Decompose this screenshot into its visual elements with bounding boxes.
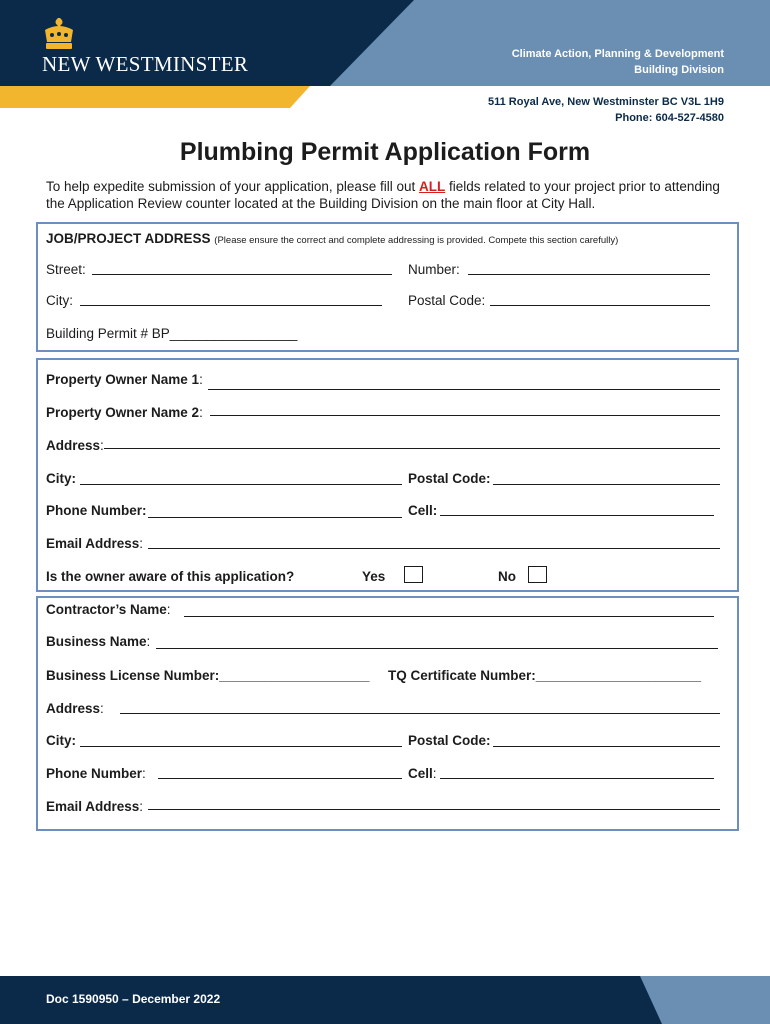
department-name: Climate Action, Planning & Development (511, 48, 724, 60)
yes-checkbox[interactable] (404, 566, 423, 583)
contractor-address-text: Address (46, 701, 101, 716)
owner-email-label: Email Address: (46, 536, 144, 551)
contact-info (488, 94, 724, 126)
office-address: 511 Royal Ave, New Westminster BC V3L 1H9 (488, 96, 724, 108)
project-city-label: City: (46, 293, 73, 308)
project-section-heading (46, 231, 618, 246)
project-address-section (36, 222, 739, 352)
contractor-postal-label: Postal Code: (408, 733, 491, 748)
owner-aware-question: Is the owner aware of this application? (46, 569, 295, 584)
project-heading-note: (Please ensure the correct and complete addressing is provided. Compete this section carefully) (214, 235, 619, 246)
building-permit-field[interactable]: Building Permit # BP_________________ (46, 326, 298, 341)
business-name-label: Business Name: (46, 634, 151, 649)
contractor-email-field[interactable] (148, 809, 720, 810)
page-title: Plumbing Permit Application Form (179, 138, 591, 166)
owner-address-text: Address (46, 438, 101, 453)
contractor-name-text: Contractor’s Name (46, 602, 167, 617)
office-phone: Phone: 604-527-4580 (615, 112, 724, 124)
owner-name2-label: Property Owner Name 2: (46, 405, 203, 420)
owner-city-label: City: (46, 471, 76, 486)
owner-name1-field[interactable] (208, 389, 720, 390)
street-field[interactable] (92, 274, 392, 275)
no-checkbox[interactable] (528, 566, 547, 583)
logo-text: NEW WESTMINSTER (42, 52, 249, 76)
intro-part-2: fields related to your project prior to attending the Application Review counter located at the Building Division on the main floor at City Hall. (46, 179, 720, 211)
contractor-address-label: Address: (46, 701, 104, 716)
project-postal-label: Postal Code: (408, 293, 486, 308)
owner-phone-label: Phone Number: (46, 503, 147, 518)
intro-part-1: To help expedite submission of your application, please fill out (46, 179, 419, 194)
contractor-section (36, 596, 739, 831)
contractor-name-field[interactable] (184, 616, 714, 617)
contractor-email-label: Email Address: (46, 799, 144, 814)
contractor-cell-field[interactable] (440, 778, 714, 779)
intro-emphasis: ALL (418, 179, 446, 194)
contractor-postal-field[interactable] (493, 746, 720, 747)
owner-postal-label: Postal Code: (408, 471, 491, 486)
department-info (512, 46, 724, 78)
contractor-phone-label: Phone Number: (46, 766, 146, 781)
project-heading-text: JOB/PROJECT ADDRESS (46, 231, 211, 246)
owner-cell-field[interactable] (440, 515, 714, 516)
intro-text (46, 178, 736, 212)
owner-name1-text: Property Owner Name 1 (46, 372, 200, 387)
no-label: No (498, 569, 516, 584)
owner-address-label: Address: (46, 438, 104, 453)
tq-certificate-field[interactable]: TQ Certificate Number:______________________ (388, 668, 701, 683)
contractor-city-label: City: (46, 733, 76, 748)
contractor-city-field[interactable] (80, 746, 402, 747)
contractor-cell-text: Cell (408, 766, 433, 781)
document-number: Doc 1590950 – December 2022 (46, 992, 221, 1006)
contractor-phone-text: Phone Number (46, 766, 143, 781)
owner-name2-field[interactable] (210, 415, 720, 416)
number-label: Number: (408, 262, 460, 277)
header-banner (0, 0, 770, 108)
contractor-name-label: Contractor’s Name: (46, 602, 171, 617)
contractor-address-field[interactable] (120, 713, 720, 714)
division-name: Building Division (634, 64, 724, 76)
owner-postal-field[interactable] (493, 484, 720, 485)
business-name-text: Business Name (46, 634, 147, 649)
yes-label: Yes (362, 569, 386, 584)
city-logo (42, 18, 249, 78)
owner-city-field[interactable] (80, 484, 402, 485)
contractor-cell-label: Cell: (408, 766, 437, 781)
owner-email-field[interactable] (148, 548, 720, 549)
property-owner-section (36, 358, 739, 592)
crown-icon (42, 18, 76, 50)
project-city-field[interactable] (80, 305, 382, 306)
owner-phone-field[interactable] (148, 517, 402, 518)
contractor-phone-field[interactable] (158, 778, 402, 779)
contractor-email-text: Email Address (46, 799, 140, 814)
project-postal-field[interactable] (490, 305, 710, 306)
owner-address-field[interactable] (104, 448, 720, 449)
street-label: Street: (46, 262, 86, 277)
owner-name1-label: Property Owner Name 1: (46, 372, 203, 387)
number-field[interactable] (468, 274, 710, 275)
owner-cell-label: Cell: (408, 503, 438, 518)
business-name-field[interactable] (156, 648, 718, 649)
owner-email-text: Email Address (46, 536, 140, 551)
owner-name2-text: Property Owner Name 2 (46, 405, 200, 420)
business-license-field[interactable]: Business License Number:____________________ (46, 668, 370, 683)
